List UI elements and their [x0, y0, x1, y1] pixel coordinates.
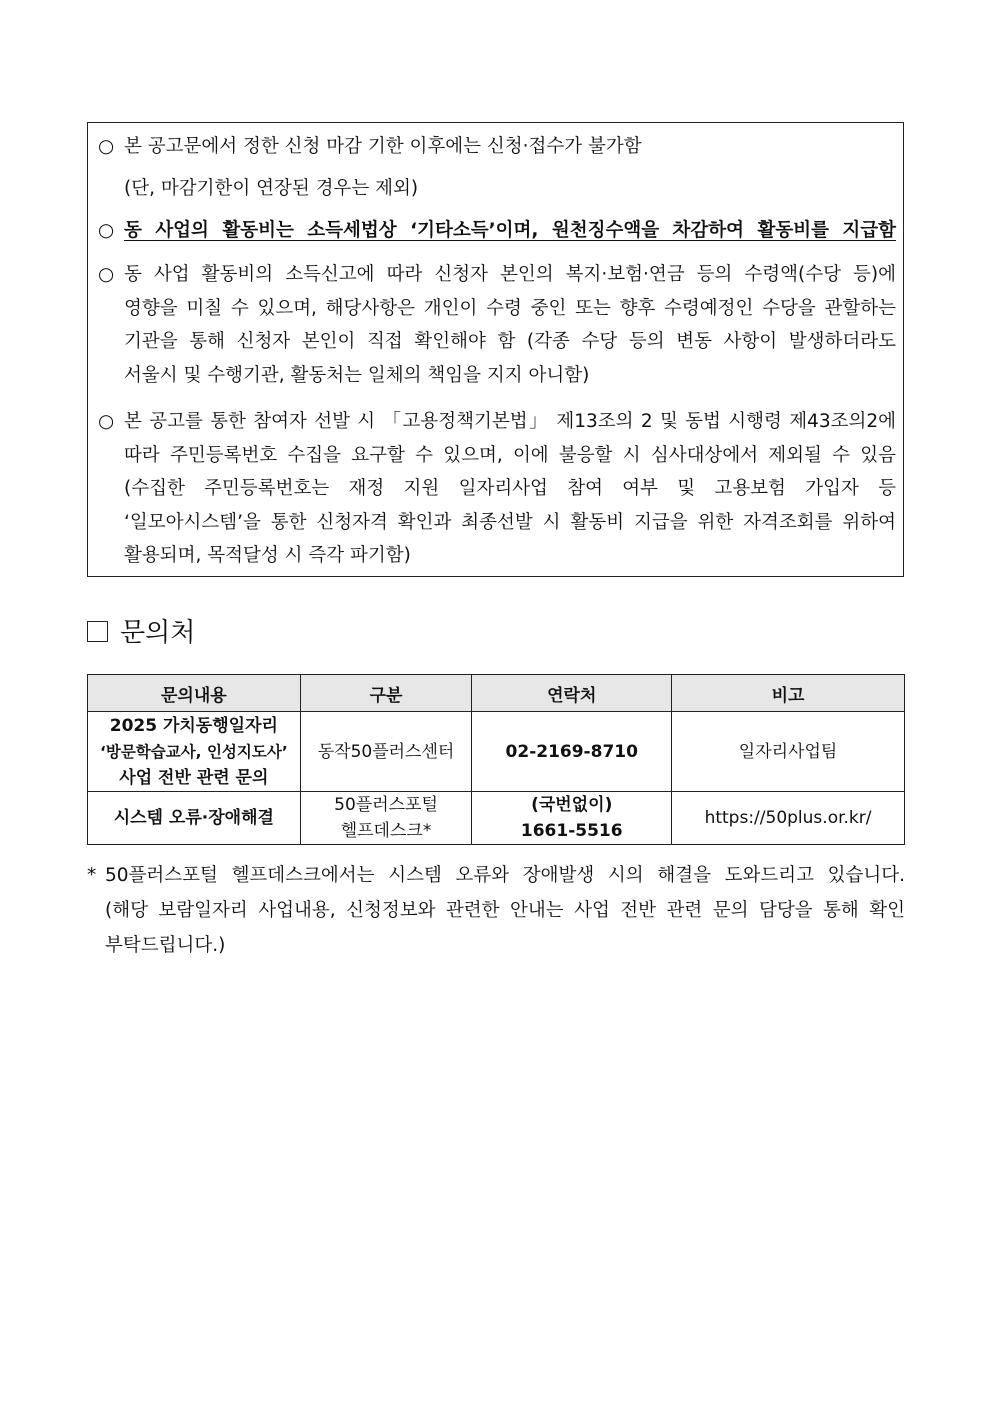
section-title-text: 문의처 — [120, 618, 196, 648]
notice-line: (단, 마감기한이 연장된 경우는 제외) — [124, 177, 419, 199]
cell-line: 1661-5516 — [520, 821, 623, 841]
notice-item-benefits — [98, 258, 896, 392]
category-cell: 동작50플러스센터 — [300, 712, 472, 792]
asterisk-mark: * — [87, 865, 97, 886]
notice-line: 동 사업 활동비의 소득신고에 따라 신청자 본인의 복지·보험·연금 등의 수령액(수당 등)에 — [124, 264, 896, 285]
notice-line: 활용되며, 목적달성 시 즉각 파기함) — [124, 545, 411, 566]
notice-item-deadline — [98, 130, 896, 205]
notice-item-income — [98, 214, 896, 248]
column-header: 연락처 — [472, 675, 672, 712]
notice-line: 서울시 및 수행기관, 활동처는 일체의 책임을 지지 아니함) — [124, 364, 590, 386]
column-header: 비고 — [672, 675, 905, 712]
column-header: 구분 — [300, 675, 472, 712]
cell-line: (국번없이) — [531, 795, 613, 815]
inquiry-content-cell — [88, 712, 301, 792]
notice-line: 영향을 미칠 수 있으며, 해당사항은 개인이 수령 중인 또는 향후 수령예정인 수당을 관할하는 — [124, 297, 896, 319]
notice-box — [87, 122, 904, 577]
table-row — [88, 712, 905, 792]
notice-line: 동 사업의 활동비는 소득세법상 ‘기타소득’이며, 원천징수액을 차감하여 활동비를 지급함 — [124, 220, 896, 241]
website-link[interactable]: https://50plus.or.kr/ — [672, 792, 905, 845]
table-row — [88, 792, 905, 845]
cell-line: 헬프데스크* — [340, 821, 432, 841]
notice-line: 본 공고문에서 정한 신청 마감 기한 이후에는 신청·접수가 불가함 — [124, 136, 642, 157]
table-header-row — [88, 675, 905, 712]
circle-bullet-icon: ○ — [98, 264, 115, 285]
footnote-line: (해당 보람일자리 사업내용, 신청정보와 관련한 안내는 사업 전반 관련 문의 담당을 통해 확인 — [105, 900, 905, 921]
circle-bullet-icon: ○ — [98, 220, 115, 241]
circle-bullet-icon: ○ — [98, 411, 115, 432]
cell-line: 50플러스포털 — [334, 795, 438, 815]
notice-item-resident-number — [98, 405, 896, 573]
notice-line: ‘일모아시스템’을 통한 신청자격 확인과 최종선발 시 활동비 지급을 위한 자격조회를 위하여 — [124, 511, 896, 533]
category-cell — [300, 792, 472, 845]
phone-cell: 02-2169-8710 — [472, 712, 672, 792]
footnote-line: 50플러스포털 헬프데스크에서는 시스템 오류와 장애발생 시의 해결을 도와드리고 있습니다. — [105, 865, 905, 886]
circle-bullet-icon: ○ — [98, 136, 115, 157]
inquiry-content-cell: 시스템 오류·장애해결 — [88, 792, 301, 845]
column-header: 문의내용 — [88, 675, 301, 712]
square-bullet-icon — [87, 621, 108, 642]
note-cell: 일자리사업팀 — [672, 712, 905, 792]
cell-line: 사업 전반 관련 문의 — [119, 767, 269, 788]
notice-line: (수집한 주민등록번호는 재정 지원 일자리사업 참여 여부 및 고용보험 가입자 등 — [124, 478, 896, 499]
section-title-contact — [87, 613, 195, 653]
notice-line: 기관을 통해 신청자 본인이 직접 확인해야 함 (각종 수당 등의 변동 사항이 발생하더라도 — [124, 331, 896, 352]
phone-cell — [472, 792, 672, 845]
footnote-line: 부탁드립니다.) — [105, 935, 226, 956]
cell-line: 2025 가치동행일자리 — [109, 715, 278, 736]
contact-table — [87, 674, 905, 845]
notice-line: 본 공고를 통한 참여자 선발 시 「고용정책기본법」 제13조의 2 및 동법 시행령 제43조의2에 — [124, 411, 896, 432]
cell-line: ‘방문학습교사, 인성지도사’ — [99, 742, 288, 761]
footnote — [87, 858, 905, 963]
notice-line: 따라 주민등록번호 수집을 요구할 수 있으며, 이에 불응할 시 심사대상에서 제외될 수 있음 — [124, 444, 896, 466]
